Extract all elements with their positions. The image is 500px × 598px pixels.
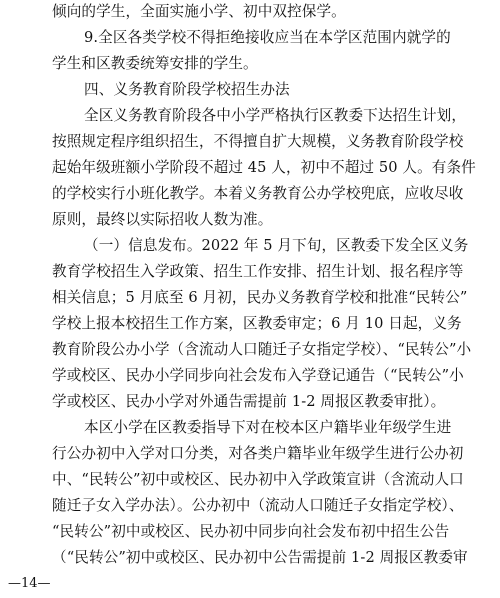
text-line: 的学校实行小班化教学。本着义务教育公办学校兜底，应收尽收 (52, 185, 464, 202)
text-line: “民转公”初中或校区、民办初中同步向社会发布初中招生公告 (52, 523, 450, 540)
text-line: 学或校区、民办小学对外通告需提前 1-2 周报区教委审批）。 (52, 393, 446, 410)
page-number: —14— (8, 576, 51, 591)
text-line: 随迁子女入学办法）。公办初中（流动人口随迁子女指定学校）、 (52, 497, 464, 514)
section-heading: 四、义务教育阶段学校招生办法 (84, 81, 290, 98)
text-line: 行公办初中入学对口分类，对各类户籍毕业年级学生进行公办初 (52, 445, 464, 462)
text-line: 学校上报本校招生工作方案，区教委审定；6 月 10 日起，义务 (52, 315, 462, 332)
text-line: 9.全区各类学校不得拒绝接收应当在本学区范围内就学的 (84, 29, 451, 46)
text-line: 教育阶段公办小学（含流动人口随迁子女指定学校）、“民转公”小 (52, 341, 472, 358)
text-line: 学或校区、民办小学同步向社会发布入学登记通告（“民转公”小 (52, 367, 464, 384)
text-line: 倾向的学生，全面实施小学、初中双控保学。 (52, 3, 346, 20)
text-line: 中、“民转公”初中或校区、民办初中入学政策宣讲（含流动人口 (52, 471, 464, 488)
subsection-heading: （一）信息发布。2022 年 5 月下旬，区教委下发全区义务 (84, 237, 469, 254)
text-line: 起始年级班额小学阶段不超过 45 人，初中不超过 50 人。有条件 (52, 159, 476, 176)
text-line: （“民转公”初中或校区、民办初中公告需提前 1-2 周报区教委审 (52, 549, 468, 566)
text-line: 全区义务教育阶段各中小学严格执行区教委下达招生计划， (84, 107, 467, 124)
text-line: 教育学校招生入学政策、招生工作安排、招生计划、报名程序等 (52, 263, 464, 280)
text-line: 原则，最终以实际招收人数为准。 (52, 211, 273, 228)
text-line: 本区小学在区教委指导下对在校本区户籍毕业年级学生进 (84, 419, 452, 436)
text-line: 相关信息；5 月底至 6 月初，民办义务教育学校和批准“民转公” (52, 289, 468, 306)
text-line: 学生和区教委统筹安排的学生。 (52, 55, 258, 72)
text-line: 按照规定程序组织招生，不得擅自扩大规模，义务教育阶段学校 (52, 133, 464, 150)
document-page (52, 0, 476, 598)
